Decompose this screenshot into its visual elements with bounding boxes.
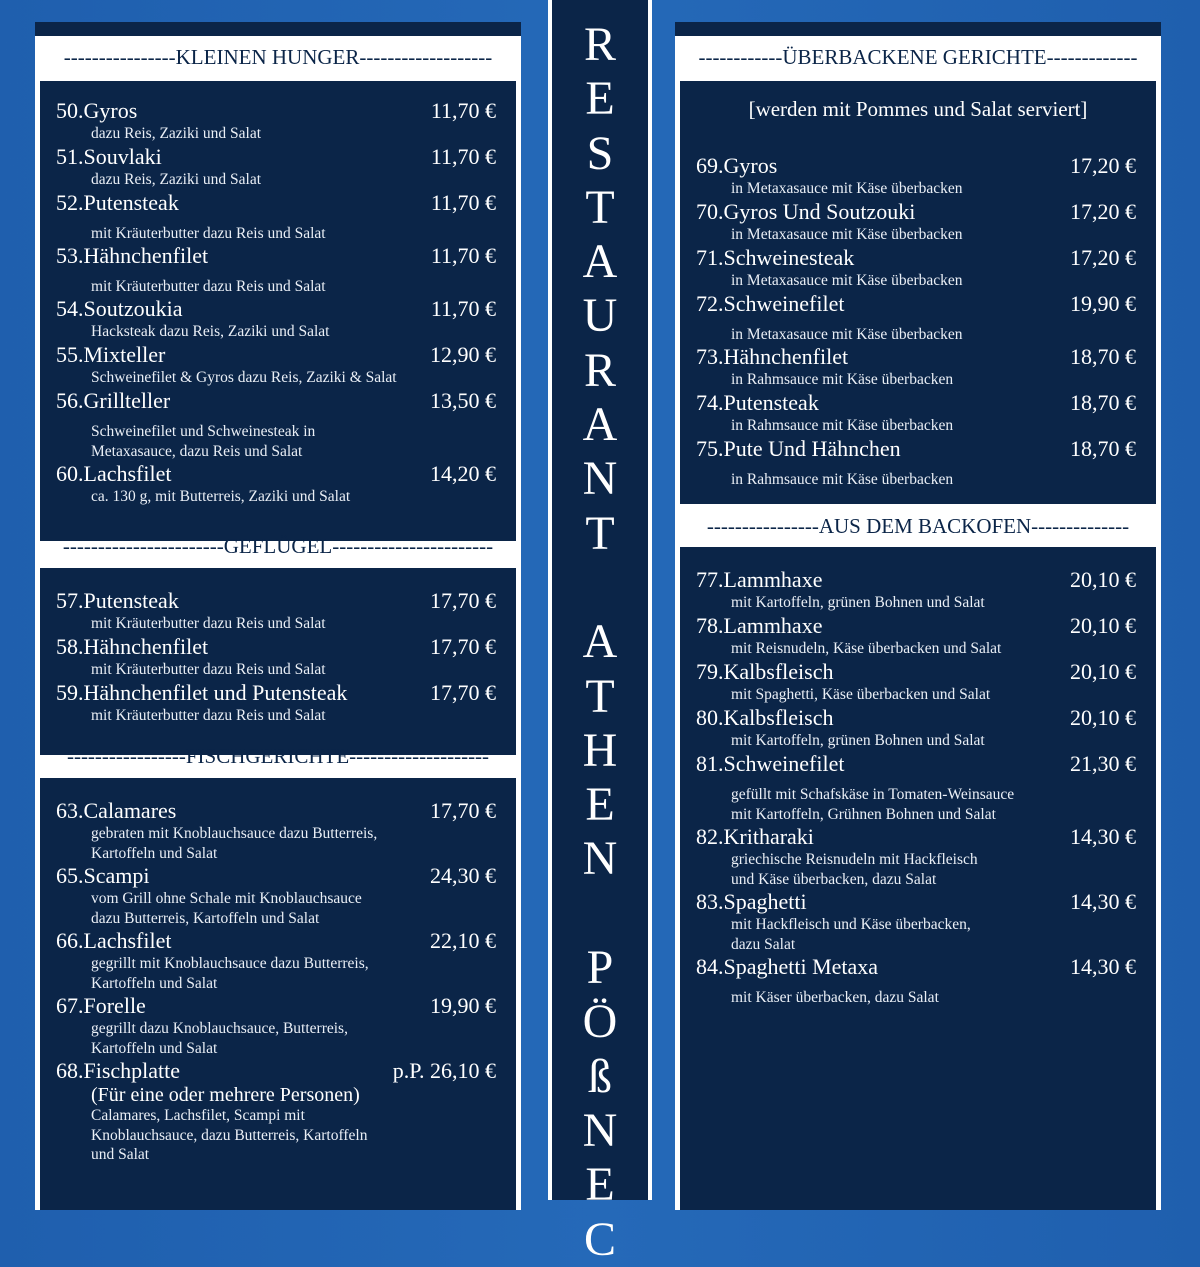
item-price: 20,10 € <box>1070 705 1136 730</box>
menu-item <box>40 144 516 190</box>
item-price: 14,30 € <box>1070 889 1136 914</box>
menu-item <box>680 567 1156 613</box>
item-title: 72.Schweinefilet <box>696 291 845 316</box>
item-description: Schweinefilet und Schweinesteak in Metaxasauce, dazu Reis und Salat <box>91 423 316 460</box>
section-fischgerichte <box>40 778 516 1210</box>
restaurant-name-banner <box>548 0 652 1266</box>
name-letter: S <box>586 126 614 180</box>
item-subtitle: (Für eine oder mehrere Personen) <box>91 1084 360 1106</box>
menu-item <box>40 634 516 680</box>
menu-item <box>40 342 516 388</box>
menu-item <box>680 390 1156 436</box>
item-title: 65.Scampi <box>56 863 150 888</box>
item-price: 17,70 € <box>430 634 496 659</box>
item-description: gefüllt mit Schafskäse in Tomaten-Weinsauce mit Kartoffeln, Grühnen Bohnen und Salat <box>731 786 1015 823</box>
item-title: 50.Gyros <box>56 98 138 123</box>
menu-item <box>680 705 1156 751</box>
section-gefluegel <box>40 568 516 755</box>
item-price: 22,10 € <box>430 928 496 953</box>
item-description: ca. 130 g, mit Butterreis, Zaziki und Salat <box>91 488 351 505</box>
item-title: 63.Calamares <box>56 798 177 823</box>
name-letter: T <box>585 669 615 723</box>
top-strip <box>35 22 521 36</box>
section-heading-ueberbackene-gerichte: ------------ÜBERBACKENE GERICHTE------------- <box>698 45 1138 69</box>
item-description: gebraten mit Knoblauchsauce dazu Butterreis, Kartoffeln und Salat <box>91 825 378 862</box>
menu-item <box>40 680 516 726</box>
item-title: 57.Putensteak <box>56 588 179 613</box>
item-title: 52.Putensteak <box>56 190 179 215</box>
item-description: mit Hackfleisch und Käse überbacken, dazu Salat <box>731 916 971 953</box>
item-title: 75.Pute Und Hähnchen <box>696 436 901 461</box>
item-price: 11,70 € <box>430 243 496 268</box>
menu-column-right <box>675 22 1161 1210</box>
name-letter: T <box>585 180 615 234</box>
item-title: 71.Schweinesteak <box>696 245 855 270</box>
section-heading-kleinen-hunger: ----------------KLEINEN HUNGER------------------- <box>63 45 493 69</box>
item-price: 21,30 € <box>1070 751 1136 776</box>
name-letter: E <box>585 778 615 832</box>
menu-item <box>680 291 1156 344</box>
menu-item <box>680 436 1156 489</box>
item-price: 18,70 € <box>1070 436 1136 461</box>
name-letter: Ö <box>582 995 618 1049</box>
item-price: p.P. 26,10 € <box>392 1058 496 1083</box>
item-title: 68.Fischplatte <box>56 1058 181 1083</box>
item-description: Schweinefilet & Gyros dazu Reis, Zaziki & Salat <box>91 369 397 386</box>
section-heading-gefluegel: -----------------------GEFLÜGEL----------------------- <box>62 534 494 558</box>
item-description: mit Kräuterbutter dazu Reis und Salat <box>91 225 326 242</box>
menu-item <box>40 461 516 507</box>
item-title: 78.Lammhaxe <box>696 613 823 638</box>
menu-item <box>680 613 1156 659</box>
menu-item <box>680 659 1156 705</box>
item-price: 17,70 € <box>430 588 496 613</box>
item-title: 81.Schweinefilet <box>696 751 845 776</box>
item-title: 66.Lachsfilet <box>56 928 172 953</box>
item-description: dazu Reis, Zaziki und Salat <box>91 125 262 142</box>
restaurant-name-vertical <box>552 18 648 1267</box>
item-price: 17,70 € <box>430 680 496 705</box>
item-description: mit Kartoffeln, grünen Bohnen und Salat <box>731 594 985 611</box>
item-title: 79.Kalbsfleisch <box>696 659 834 684</box>
item-description: mit Spaghetti, Käse überbacken und Salat <box>731 686 991 703</box>
item-description: mit Käser überbacken, dazu Salat <box>731 989 939 1006</box>
section-note: [werden mit Pommes und Salat serviert] <box>748 97 1088 121</box>
name-letter: C <box>583 1212 616 1266</box>
item-description: gegrillt dazu Knoblauchsauce, Butterreis, Kartoffeln und Salat <box>91 1020 348 1057</box>
name-letter: P <box>586 941 614 995</box>
name-letter: A <box>582 235 618 289</box>
name-letter: E <box>585 1158 615 1212</box>
name-letter: N <box>582 832 618 886</box>
name-letter: T <box>585 506 615 560</box>
item-description: in Metaxasauce mit Käse überbacken <box>731 180 963 197</box>
item-description: in Metaxasauce mit Käse überbacken <box>731 226 963 243</box>
menu-item <box>680 153 1156 199</box>
item-title: 51.Souvlaki <box>56 144 162 169</box>
item-price: 11,70 € <box>430 144 496 169</box>
menu-item <box>40 388 516 461</box>
item-description: in Metaxasauce mit Käse überbacken <box>731 272 963 289</box>
name-letter: N <box>582 452 618 506</box>
item-price: 20,10 € <box>1070 613 1136 638</box>
section-kleinen-hunger <box>40 81 516 541</box>
item-title: 80.Kalbsfleisch <box>696 705 834 730</box>
item-price: 12,90 € <box>430 342 496 367</box>
item-price: 11,70 € <box>430 296 496 321</box>
item-title: 59.Hähnchenfilet und Putensteak <box>56 680 348 705</box>
name-letter: A <box>582 398 618 452</box>
item-title: 84.Spaghetti Metaxa <box>696 954 879 979</box>
item-description: mit Kräuterbutter dazu Reis und Salat <box>91 615 326 632</box>
item-description: mit Kartoffeln, grünen Bohnen und Salat <box>731 732 985 749</box>
section-aus-dem-backofen <box>680 547 1156 1210</box>
menu-item <box>40 98 516 144</box>
item-description: mit Reisnudeln, Käse überbacken und Salat <box>731 640 1002 657</box>
item-description: gegrillt mit Knoblauchsauce dazu Butterreis, Kartoffeln und Salat <box>91 955 369 992</box>
item-description: in Rahmsauce mit Käse überbacken <box>731 471 954 488</box>
item-price: 19,90 € <box>1070 291 1136 316</box>
item-price: 13,50 € <box>430 388 496 413</box>
menu-item <box>680 344 1156 390</box>
item-title: 82.Kritharaki <box>696 824 814 849</box>
menu-item <box>680 889 1156 954</box>
item-price: 17,70 € <box>430 798 496 823</box>
menu-item <box>680 245 1156 291</box>
item-title: 69.Gyros <box>696 153 778 178</box>
name-letter: R <box>583 18 616 71</box>
item-title: 73.Hähnchenfilet <box>696 344 849 369</box>
name-letter: H <box>582 723 618 777</box>
name-letter: ß <box>588 1049 612 1103</box>
item-title: 83.Spaghetti <box>696 889 807 914</box>
menu-item <box>40 588 516 634</box>
item-description: dazu Reis, Zaziki und Salat <box>91 171 262 188</box>
menu-item <box>40 1058 516 1165</box>
item-title: 67.Forelle <box>56 993 146 1018</box>
item-price: 17,20 € <box>1070 199 1136 224</box>
menu-item <box>680 751 1156 824</box>
menu-item <box>680 199 1156 245</box>
item-description: in Rahmsauce mit Käse überbacken <box>731 417 954 434</box>
item-price: 20,10 € <box>1070 659 1136 684</box>
item-description: vom Grill ohne Schale mit Knoblauchsauce dazu Butterreis, Kartoffeln und Salat <box>91 890 362 927</box>
item-price: 17,20 € <box>1070 153 1136 178</box>
menu-item <box>40 993 516 1058</box>
item-title: 58.Hähnchenfilet <box>56 634 209 659</box>
item-title: 74.Putensteak <box>696 390 819 415</box>
menu-item <box>40 243 516 296</box>
item-description: Hacksteak dazu Reis, Zaziki und Salat <box>91 323 330 340</box>
item-price: 24,30 € <box>430 863 496 888</box>
item-title: 55.Mixteller <box>56 342 166 367</box>
item-description: mit Kräuterbutter dazu Reis und Salat <box>91 707 326 724</box>
menu-item <box>40 190 516 243</box>
item-title: 54.Soutzoukia <box>56 296 183 321</box>
name-letter: U <box>582 289 618 343</box>
item-title: 77.Lammhaxe <box>696 567 823 592</box>
menu-column-left <box>35 22 521 1210</box>
item-price: 17,20 € <box>1070 245 1136 270</box>
item-price: 14,30 € <box>1070 824 1136 849</box>
item-price: 18,70 € <box>1070 390 1136 415</box>
item-price: 11,70 € <box>430 190 496 215</box>
menu-item <box>680 824 1156 889</box>
menu-item <box>680 954 1156 1007</box>
item-price: 19,90 € <box>430 993 496 1018</box>
menu-item <box>40 863 516 928</box>
section-ueberbackene-gerichte <box>680 81 1156 504</box>
name-letter: A <box>582 615 618 669</box>
item-title: 53.Hähnchenfilet <box>56 243 209 268</box>
item-price: 20,10 € <box>1070 567 1136 592</box>
item-description: mit Kräuterbutter dazu Reis und Salat <box>91 278 326 295</box>
name-letter-space <box>552 887 648 941</box>
top-strip <box>675 22 1161 36</box>
item-price: 14,30 € <box>1070 954 1136 979</box>
section-heading-aus-dem-backofen: ----------------AUS DEM BACKOFEN-------------- <box>706 514 1130 538</box>
menu-item <box>40 296 516 342</box>
item-price: 11,70 € <box>430 98 496 123</box>
item-description: Calamares, Lachsfilet, Scampi mit Knoblauchsauce, dazu Butterreis, Kartoffeln und Salat <box>91 1107 368 1163</box>
name-letter: R <box>583 343 616 397</box>
menu-item <box>40 928 516 993</box>
section-heading-fischgerichte: -----------------FISCHGERICHTE-------------------- <box>66 744 490 768</box>
item-description: mit Kräuterbutter dazu Reis und Salat <box>91 661 326 678</box>
item-description: in Metaxasauce mit Käse überbacken <box>731 326 963 343</box>
menu-item <box>40 798 516 863</box>
name-letter: E <box>585 72 615 126</box>
item-title: 60.Lachsfilet <box>56 461 172 486</box>
item-title: 70.Gyros Und Soutzouki <box>696 199 916 224</box>
item-price: 18,70 € <box>1070 344 1136 369</box>
item-title: 56.Grillteller <box>56 388 171 413</box>
item-description: in Rahmsauce mit Käse überbacken <box>731 371 954 388</box>
name-letter: N <box>582 1103 618 1157</box>
name-letter-space <box>552 561 648 615</box>
item-price: 14,20 € <box>430 461 496 486</box>
item-description: griechische Reisnudeln mit Hackfleisch und Käse überbacken, dazu Salat <box>731 851 978 888</box>
